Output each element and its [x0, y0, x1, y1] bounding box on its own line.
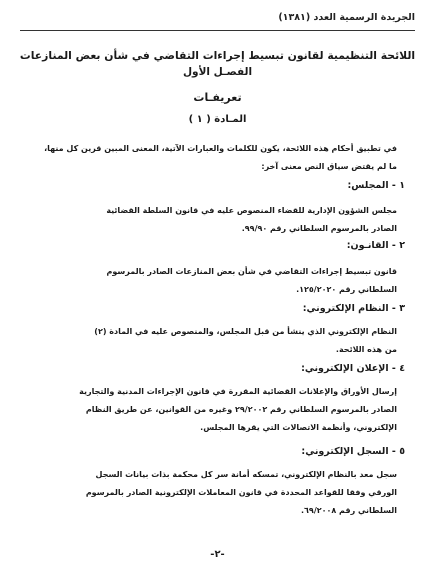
definition-line: سجل معد بالنظام الإلكتروني، تمسكه أمانة سر كل محكمة بذات بيانات السجل [95, 470, 397, 479]
definition-line: إرسال الأوراق والإعلانات القضائية المقررة في قانون الإجراءات المدنية والتجارية [79, 387, 397, 396]
section-heading: تعريفـات [193, 91, 242, 104]
definition-line: قانون تبسيط إجراءات التقاضي في شأن بعض المنازعات الصادر بالمرسوم [106, 267, 397, 276]
intro-paragraph [28, 140, 397, 176]
definition-heading: ٥ - السجل الإلكتروني: [301, 446, 405, 457]
definition-line: السلطاني رقم ١٢٥/٢٠٢٠. [296, 285, 397, 294]
definition-line: النظام الإلكتروني الذي ينشأ من قبل المجلس، والمنصوص عليه في المادة (٢) [94, 327, 397, 336]
definition-body [28, 383, 397, 437]
definition-line: الورقي وفقا للقواعد المحددة في قانون المعاملات الإلكترونية الصادر بالمرسوم [85, 488, 397, 497]
article-heading: المـادة ( ١ ) [188, 114, 247, 125]
header-rule [20, 30, 415, 31]
intro-line: ما لم يقتض سياق النص معنى آخر: [261, 162, 397, 171]
definition-body [28, 466, 397, 520]
definition-line: الصادر بالمرسوم السلطاني رقم ٢٩/٢٠٠٢ وغيره من القوانين، عن طريق النظام [85, 405, 397, 414]
definition-line: السلطاني رقم ٦٩/٢٠٠٨. [301, 506, 397, 515]
definition-body [28, 263, 397, 299]
definition-line: مجلس الشؤون الإدارية للقضاء المنصوص عليه في قانون السلطة القضائية [106, 206, 397, 215]
definition-body [28, 323, 397, 359]
definition-heading: ٣ - النظام الإلكتروني: [302, 303, 405, 314]
definition-line: من هذه اللائحة. [335, 345, 397, 354]
definition-line: الإلكتروني، وأنظمة الاتصالات التي يقرها المجلس. [200, 423, 397, 432]
running-header: الجريدة الرسمية العدد (١٣٨١) [278, 12, 415, 23]
chapter-heading: الفصـل الأول [182, 66, 253, 78]
definition-heading: ١ - المجلس: [347, 180, 405, 191]
document-title: اللائحة التنظيمية لقانون تبسيط إجراءات التقاضي في شأن بعض المنازعات [19, 49, 416, 62]
page-number: -٢- [210, 549, 225, 560]
definition-heading: ٢ - القانـون: [346, 240, 405, 251]
definition-body [28, 202, 397, 238]
intro-line: في تطبيق أحكام هذه اللائحة، يكون للكلمات والعبارات الآتية، المعنى المبين قرين كل منها، [44, 144, 397, 153]
definition-line: الصادر بالمرسوم السلطاني رقم ٩٩/٩٠. [241, 224, 397, 233]
definition-heading: ٤ - الإعلان الإلكتروني: [301, 363, 405, 374]
